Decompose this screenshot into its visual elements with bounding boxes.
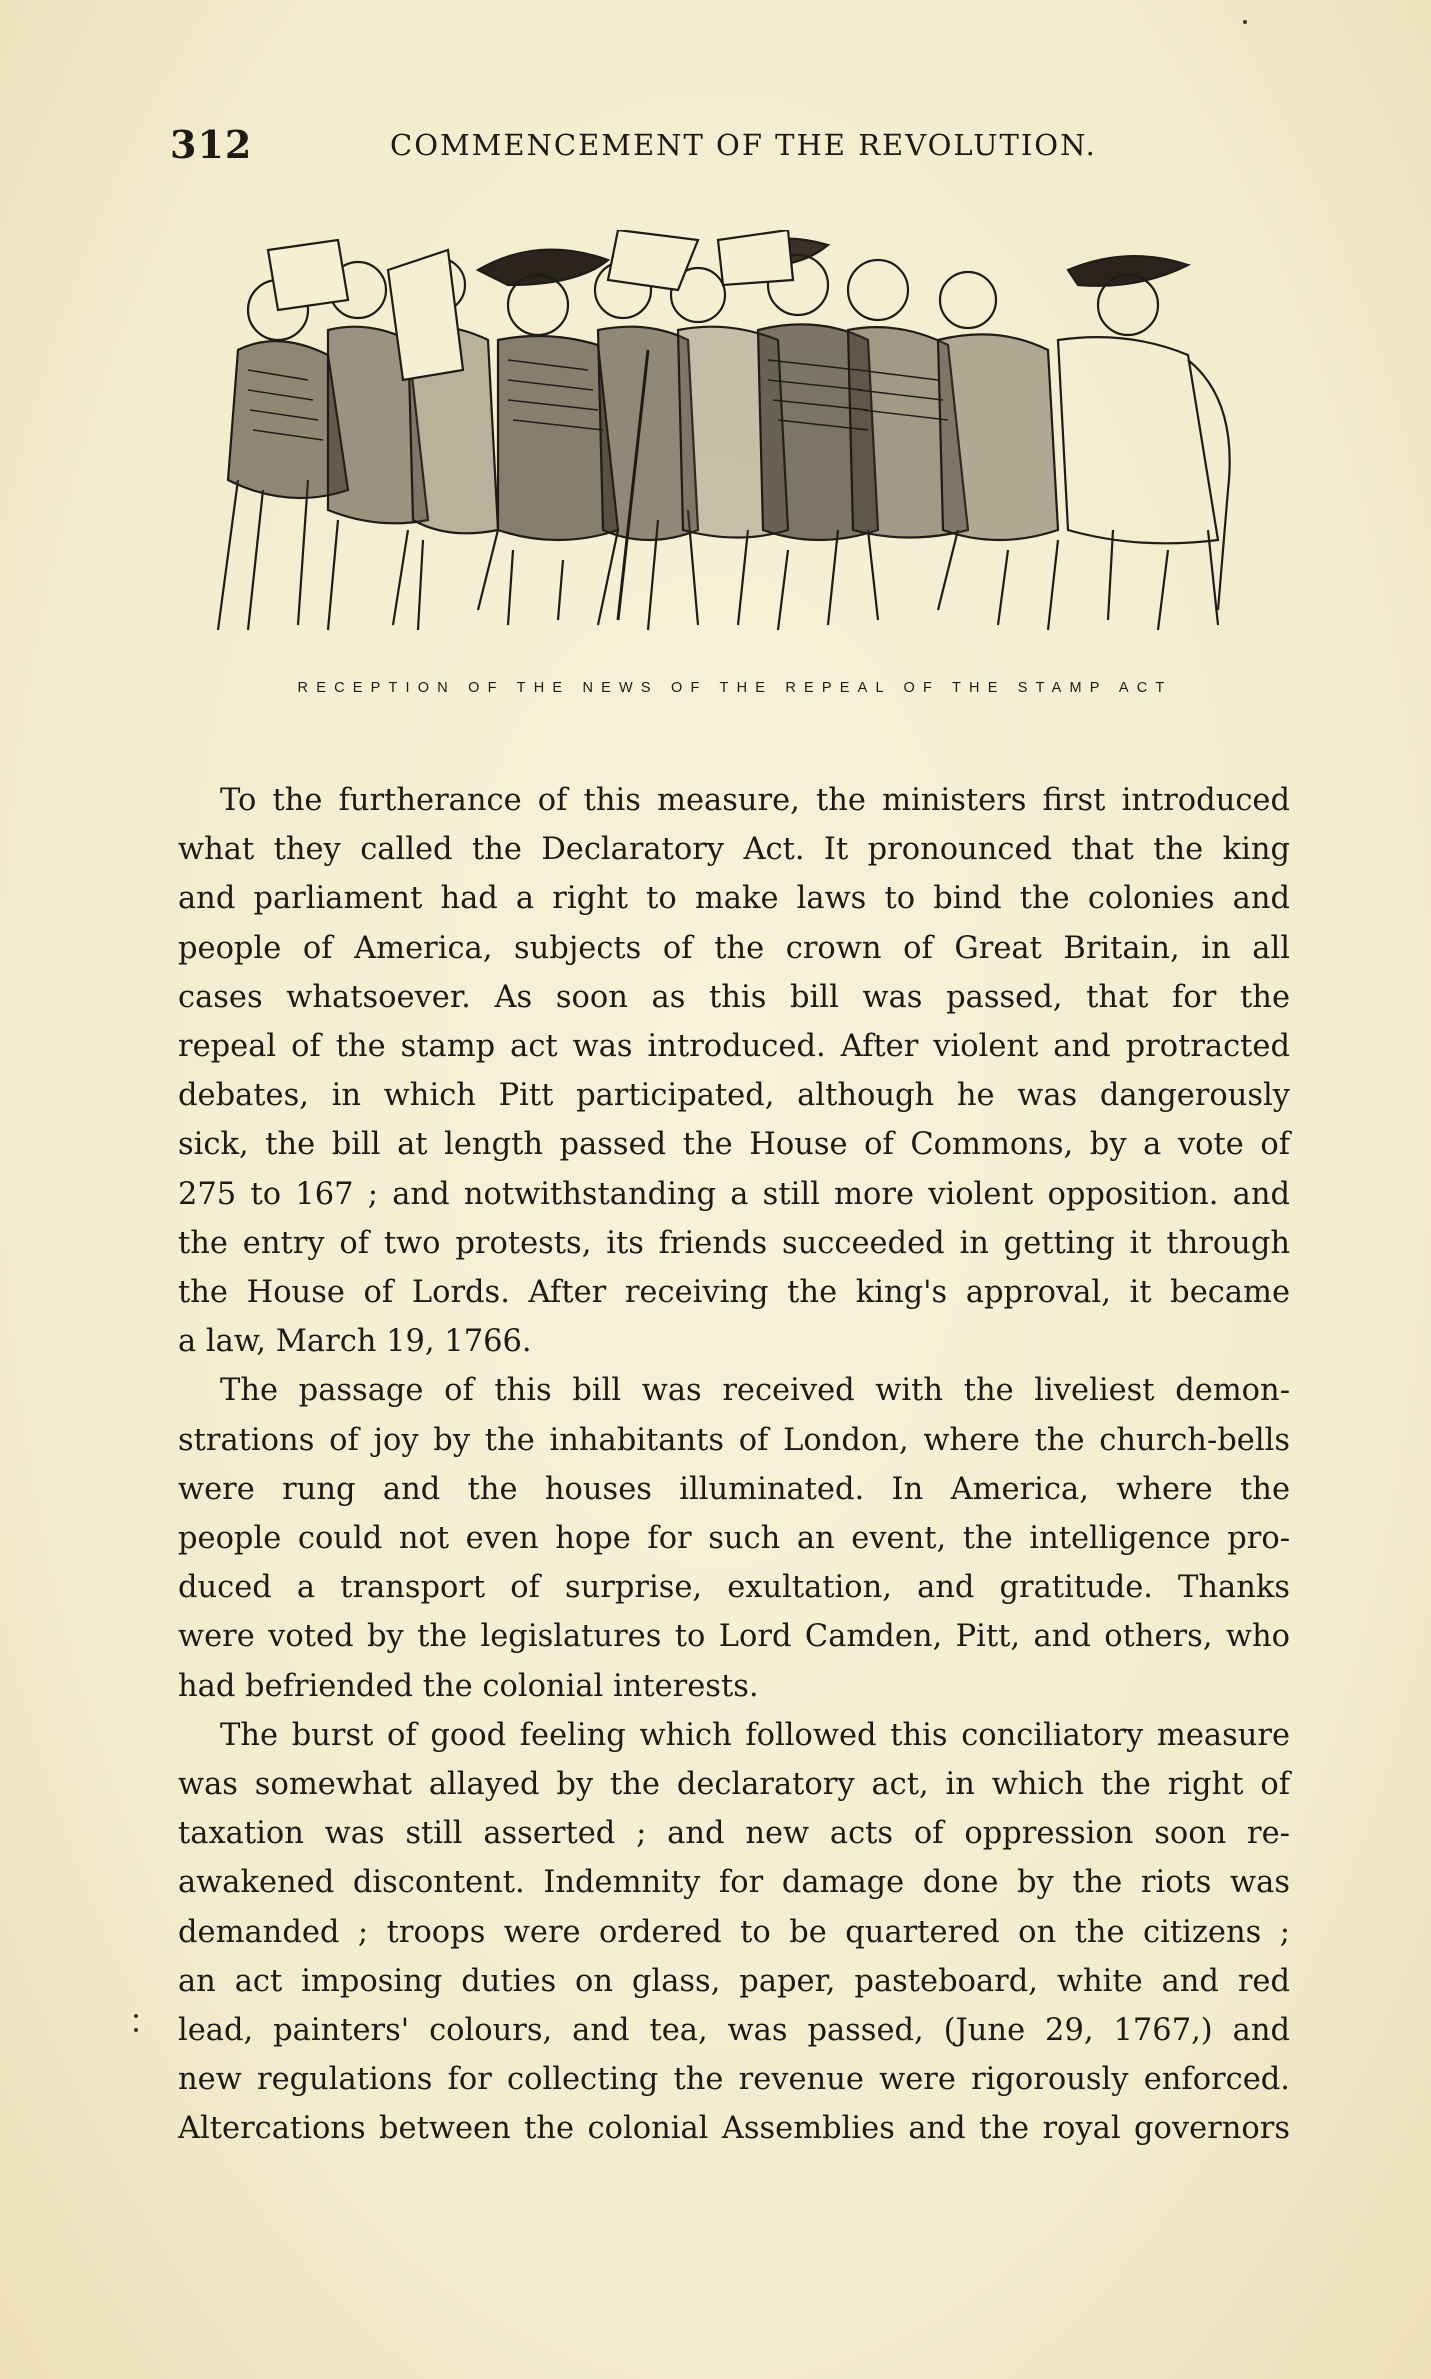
page-header: [170, 122, 1290, 172]
text-line: strations of joy by the inhabitants of London, where the church-bells: [178, 1422, 1290, 1458]
text-line: people could not even hope for such an event, the intelligence pro-: [178, 1521, 1290, 1557]
text-line: was somewhat allayed by the declaratory act, in which the right of: [178, 1767, 1290, 1803]
text-line: and parliament had a right to make laws to bind the colonies and: [178, 881, 1290, 917]
text-line: awakened discontent. Indemnity for damage done by the riots was: [178, 1865, 1290, 1901]
text-line: were rung and the houses illuminated. In America, where the: [178, 1471, 1290, 1507]
text-line: a law, March 19, 1766.: [178, 1324, 532, 1360]
paragraph-1: [178, 776, 1290, 1366]
page-number: 312: [170, 122, 253, 167]
text-line: the entry of two protests, its friends succeeded in getting it through: [178, 1225, 1290, 1261]
crowd-engraving-icon: [178, 230, 1278, 640]
text-line: duced a transport of surprise, exultation, and gratitude. Thanks: [178, 1570, 1290, 1606]
running-title: COMMENCEMENT OF THE REVOLUTION.: [390, 128, 1097, 162]
text-line: taxation was still asserted ; and new acts of oppression soon re-: [178, 1816, 1290, 1852]
paragraph-3: [178, 1711, 1290, 2154]
text-line: the House of Lords. After receiving the king's approval, it became: [178, 1275, 1290, 1311]
body-text: [178, 776, 1290, 2154]
text-line: had befriended the colonial interests.: [178, 1668, 759, 1704]
text-line: 275 to 167 ; and notwithstanding a still more violent opposition. and: [178, 1176, 1290, 1212]
text-line: new regulations for collecting the revenue were rigorously enforced.: [178, 2062, 1290, 2098]
text-line: debates, in which Pitt participated, although he was dangerously: [178, 1078, 1290, 1114]
engraving-illustration: [178, 230, 1278, 640]
text-line: were voted by the legislatures to Lord Camden, Pitt, and others, who: [178, 1619, 1290, 1655]
illustration-caption: RECEPTION OF THE NEWS OF THE REPEAL OF THE STAMP ACT: [297, 680, 1173, 696]
text-line: cases whatsoever. As soon as this bill was passed, that for the: [178, 979, 1290, 1015]
text-line: The burst of good feeling which followed this conciliatory measure: [220, 1717, 1290, 1753]
text-line: To the furtherance of this measure, the ministers first introduced: [220, 783, 1290, 818]
margin-speck: [134, 2028, 138, 2032]
text-line: lead, painters' colours, and tea, was passed, (June 29, 1767,) and: [178, 2013, 1290, 2049]
margin-speck: [134, 2014, 138, 2018]
margin-speck: [1243, 20, 1247, 24]
text-line: people of America, subjects of the crown of Great Britain, in all: [178, 930, 1290, 966]
text-line: an act imposing duties on glass, paper, pasteboard, white and red: [178, 1963, 1290, 1999]
text-line: Altercations between the colonial Assemblies and the royal governors: [178, 2111, 1290, 2147]
paragraph-2: [178, 1366, 1290, 1710]
text-line: sick, the bill at length passed the House of Commons, by a vote of: [178, 1127, 1290, 1163]
text-line: repeal of the stamp act was introduced. After violent and protracted: [178, 1029, 1290, 1065]
text-line: The passage of this bill was received with the liveliest demon-: [220, 1373, 1290, 1409]
text-line: demanded ; troops were ordered to be quartered on the citizens ;: [178, 1914, 1290, 1950]
text-line: what they called the Declaratory Act. It pronounced that the king: [178, 832, 1290, 868]
